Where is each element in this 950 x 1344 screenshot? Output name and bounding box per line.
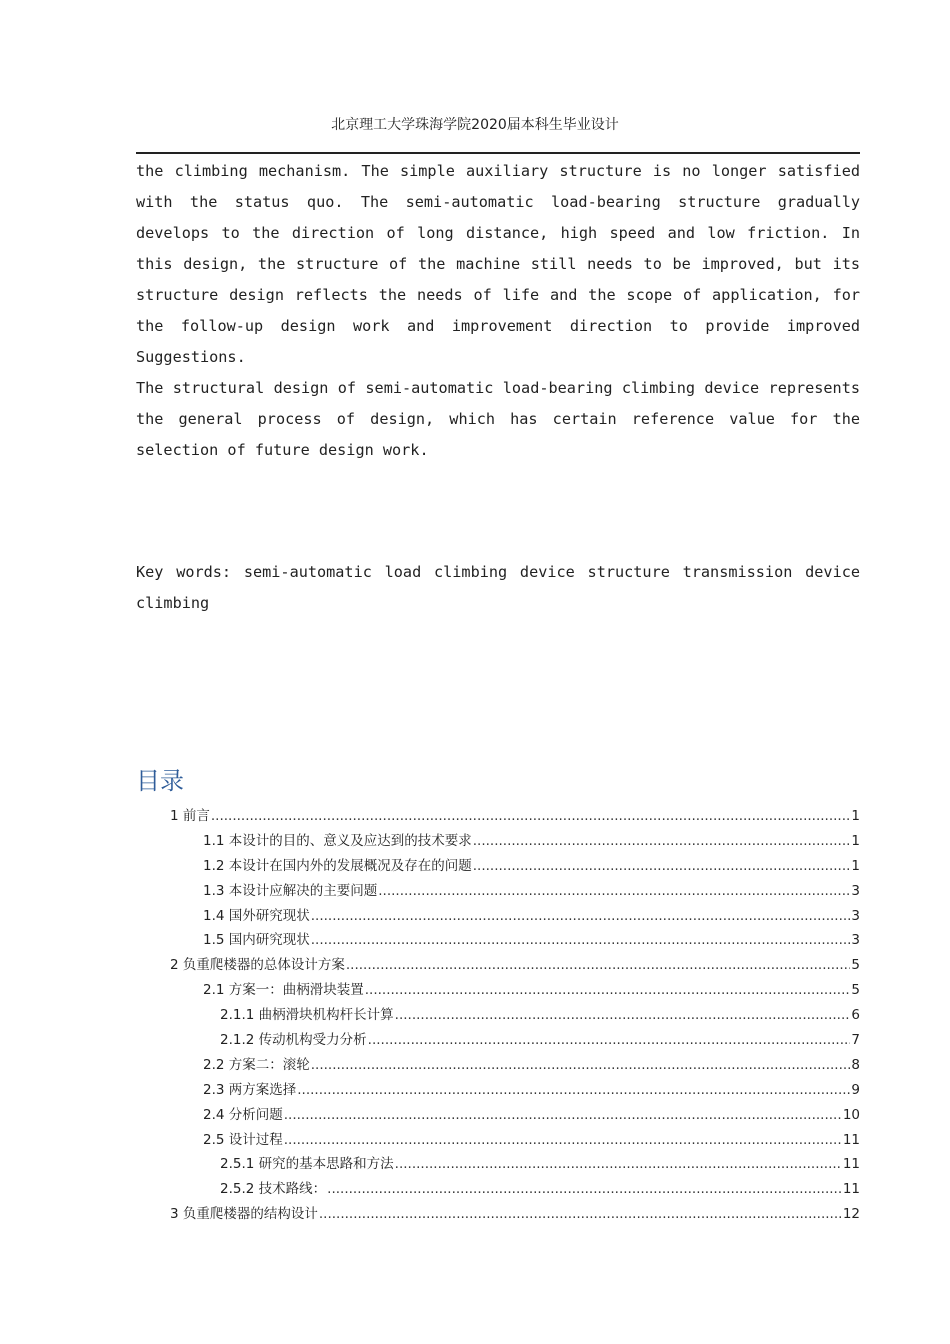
toc-entry-label: 2 负重爬楼器的总体设计方案 [170, 957, 345, 974]
toc-leader-dots [311, 1053, 851, 1078]
toc-entry-page: 10 [842, 1106, 860, 1123]
toc-leader-dots [297, 1078, 850, 1103]
toc-entry-label: 3 负重爬楼器的结构设计 [170, 1206, 318, 1223]
toc-leader-dots [473, 854, 851, 879]
toc-entry[interactable] [136, 953, 860, 978]
abstract-paragraph-1: the climbing mechanism. The simple auxiliary structure is no longer satisfied with the status quo. The semi-automatic load-bearing structure gradually develops to the direction of long distance, high speed and low friction. In this design, the structure of the machine still needs to be improved, but its structure design reflects the needs of life and the scope of application, for the follow-up design work and improvement direction to provide improved Suggestions. [136, 162, 860, 366]
toc-entry-label: 2.1.2 传动机构受力分析 [220, 1032, 367, 1049]
toc-entry-label: 1.1 本设计的目的、意义及应达到的技术要求 [203, 832, 472, 849]
toc-entry-label: 2.5.2 技术路线： [220, 1181, 327, 1198]
toc-leader-dots [284, 1103, 842, 1128]
toc-entry-page: 5 [851, 982, 860, 999]
toc-entry[interactable] [136, 1128, 860, 1153]
toc-entry[interactable] [136, 1202, 860, 1227]
toc-entry-label: 1 前言 [170, 808, 210, 824]
toc-entry-label: 2.4 分析问题 [203, 1106, 283, 1123]
running-header: 北京理工大学珠海学院2020届本科生毕业设计 [331, 117, 619, 133]
toc-entry-page: 11 [842, 1156, 860, 1173]
toc-entry[interactable] [136, 1103, 860, 1128]
toc-leader-dots [319, 1202, 842, 1227]
toc-entry[interactable] [136, 854, 860, 879]
toc-leader-dots [327, 1177, 842, 1202]
toc-entry-page: 11 [842, 1181, 860, 1198]
toc-entry[interactable] [136, 1078, 860, 1103]
toc-entry-label: 2.5.1 研究的基本思路和方法 [220, 1156, 394, 1173]
toc-leader-dots [211, 804, 851, 829]
toc-entry-page: 9 [851, 1081, 860, 1098]
toc-entry-label: 1.2 本设计在国内外的发展概况及存在的问题 [203, 857, 472, 874]
toc-entry[interactable] [136, 1152, 860, 1177]
toc-leader-dots [365, 978, 851, 1003]
toc-entry-label: 2.1.1 曲柄滑块机构杆长计算 [220, 1007, 394, 1024]
toc-leader-dots [473, 829, 851, 854]
toc-entry-page: 3 [851, 907, 860, 924]
toc-leader-dots [395, 1003, 851, 1028]
toc-entry[interactable] [136, 804, 860, 829]
toc-entry-label: 2.3 两方案选择 [203, 1081, 297, 1098]
toc-entry-label: 1.4 国外研究现状 [203, 907, 310, 924]
toc-leader-dots [311, 904, 851, 929]
toc-leader-dots [284, 1128, 842, 1153]
toc-title: 目录 [136, 767, 184, 795]
toc-entry-page: 5 [851, 957, 860, 974]
toc-entry-page: 7 [851, 1032, 860, 1049]
toc-entry-label: 2.5 设计过程 [203, 1131, 283, 1148]
toc-entry[interactable] [136, 978, 860, 1003]
toc-entry[interactable] [136, 1053, 860, 1078]
toc-entry[interactable] [136, 829, 860, 854]
toc-entry-page: 12 [842, 1206, 860, 1223]
toc-entry-page: 8 [851, 1056, 860, 1073]
table-of-contents [136, 804, 860, 1227]
toc-entry-page: 3 [851, 882, 860, 899]
toc-entry[interactable] [136, 904, 860, 929]
toc-entry[interactable] [136, 928, 860, 953]
toc-entry-page: 1 [851, 832, 860, 849]
toc-entry-label: 2.1 方案一：曲柄滑块装置 [203, 982, 364, 999]
toc-entry-page: 1 [851, 808, 860, 824]
toc-leader-dots [346, 953, 851, 978]
keywords: Key words: semi-automatic load climbing device structure transmission device climbing [136, 563, 860, 612]
toc-entry[interactable] [136, 1003, 860, 1028]
toc-entry-label: 1.3 本设计应解决的主要问题 [203, 882, 378, 899]
abstract-paragraph-2: The structural design of semi-automatic load-bearing climbing device represents the general process of design, which has certain reference value for the selection of future design work. [136, 379, 860, 459]
toc-entry-page: 1 [851, 857, 860, 874]
toc-entry[interactable] [136, 1028, 860, 1053]
toc-leader-dots [395, 1152, 842, 1177]
toc-leader-dots [368, 1028, 851, 1053]
toc-entry-label: 2.2 方案二：滚轮 [203, 1056, 310, 1073]
header-rule [136, 152, 860, 154]
toc-leader-dots [378, 879, 850, 904]
toc-leader-dots [311, 928, 851, 953]
toc-entry-page: 11 [842, 1131, 860, 1148]
toc-entry-label: 1.5 国内研究现状 [203, 932, 310, 949]
toc-entry[interactable] [136, 1177, 860, 1202]
toc-entry-page: 3 [851, 932, 860, 949]
toc-entry-page: 6 [851, 1007, 860, 1024]
toc-entry[interactable] [136, 879, 860, 904]
